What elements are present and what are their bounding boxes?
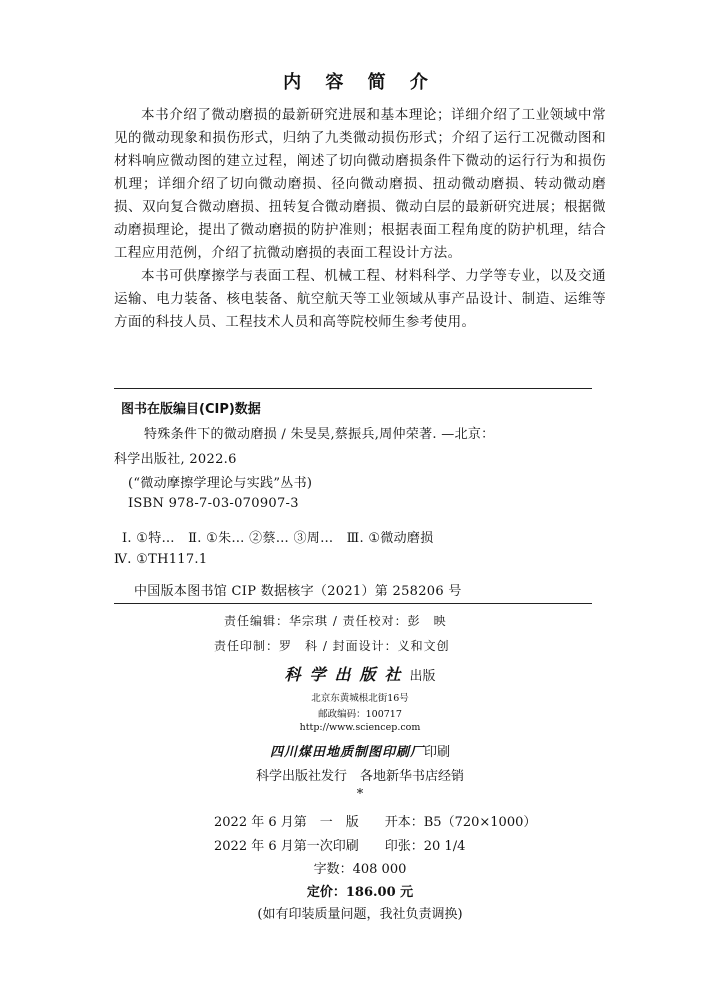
cip-heading: 图书在版编目(CIP)数据 xyxy=(121,402,261,417)
word-count: 字数：408 000 xyxy=(313,862,407,877)
summary-paragraph: 本书可供摩擦学与表面工程、机械工程、材料科学、力学等专业，以及交通运输、电力装备、核电装备、航空航天等工业领域从事产品设计、制造、运维等方面的科技人员、工程技术人员和高等院校师生参考使用。 xyxy=(114,268,606,330)
divider-top xyxy=(114,388,592,389)
printer-suffix: 印刷 xyxy=(424,745,451,760)
printer-line xyxy=(0,741,720,760)
separator-asterisk: * xyxy=(356,787,364,802)
cip-title-line: 特殊条件下的微动磨损 / 朱旻昊,蔡振兵,周仲荣著. —北京： xyxy=(144,427,495,442)
cip-classification-code: Ⅳ. ①TH117.1 xyxy=(114,552,208,567)
cip-publisher-line: 科学出版社, 2022.6 xyxy=(114,452,237,467)
edition-line: 2022 年 6 月第 一 版 开本：B5（720×1000） xyxy=(214,815,537,830)
credit-editors: 责任编辑：华宗琪 / 责任校对：彭 映 xyxy=(224,614,447,628)
summary-body xyxy=(114,104,606,334)
printing-line: 2022 年 6 月第一次印刷 印张：20 1/4 xyxy=(214,839,466,854)
publisher-line xyxy=(0,662,720,685)
publisher-suffix: 出版 xyxy=(409,669,436,684)
printer-name: 四川煤田地质制图印刷厂 xyxy=(269,745,424,760)
cip-library-record: 中国版本图书馆 CIP 数据核字（2021）第 258206 号 xyxy=(134,584,462,599)
summary-paragraph: 本书介绍了微动磨损的最新研究进展和基本理论；详细介绍了工业领域中常见的微动现象和损伤形式，归纳了九类微动损伤形式；介绍了运行工况微动图和材料响应微动图的建立过程，阐述了切向微动磨损条件下微动的运行行为和损伤机理；详细介绍了切向微动磨损、径向微动磨损、扭动微动磨损、转动微动磨损、双向复合微动磨损、扭转复合微动磨损、微动白层的最新研究进展；根据微动磨损理论，提出了微动磨损的防护准则；根据表面工程角度的防护机理，结合工程应用范例，介绍了抗微动磨损的表面工程设计方法。 xyxy=(114,107,606,261)
price: 定价：186.00 元 xyxy=(306,885,414,900)
publisher-postcode: 邮政编码：100717 xyxy=(318,709,402,720)
publisher-address: 北京东黄城根北街16号 xyxy=(311,693,409,704)
divider-bottom xyxy=(114,603,592,604)
cip-classification: Ⅰ. ①特… Ⅱ. ①朱… ②蔡… ③周… Ⅲ. ①微动磨损 xyxy=(122,531,434,546)
quality-notice: (如有印装质量问题，我社负责调换) xyxy=(257,907,463,922)
page-title: 内 容 简 介 xyxy=(283,72,437,93)
publisher-logo: 科学出版社 xyxy=(284,665,410,684)
credit-production: 责任印制：罗 科 / 封面设计：义和文创 xyxy=(214,639,450,653)
publisher-url: http://www.sciencep.com xyxy=(299,722,421,733)
cip-series-line: (“微动摩擦学理论与实践”丛书) xyxy=(128,476,313,491)
distribution-line: 科学出版社发行 各地新华书店经销 xyxy=(255,769,464,784)
cip-isbn: ISBN 978-7-03-070907-3 xyxy=(128,496,299,511)
